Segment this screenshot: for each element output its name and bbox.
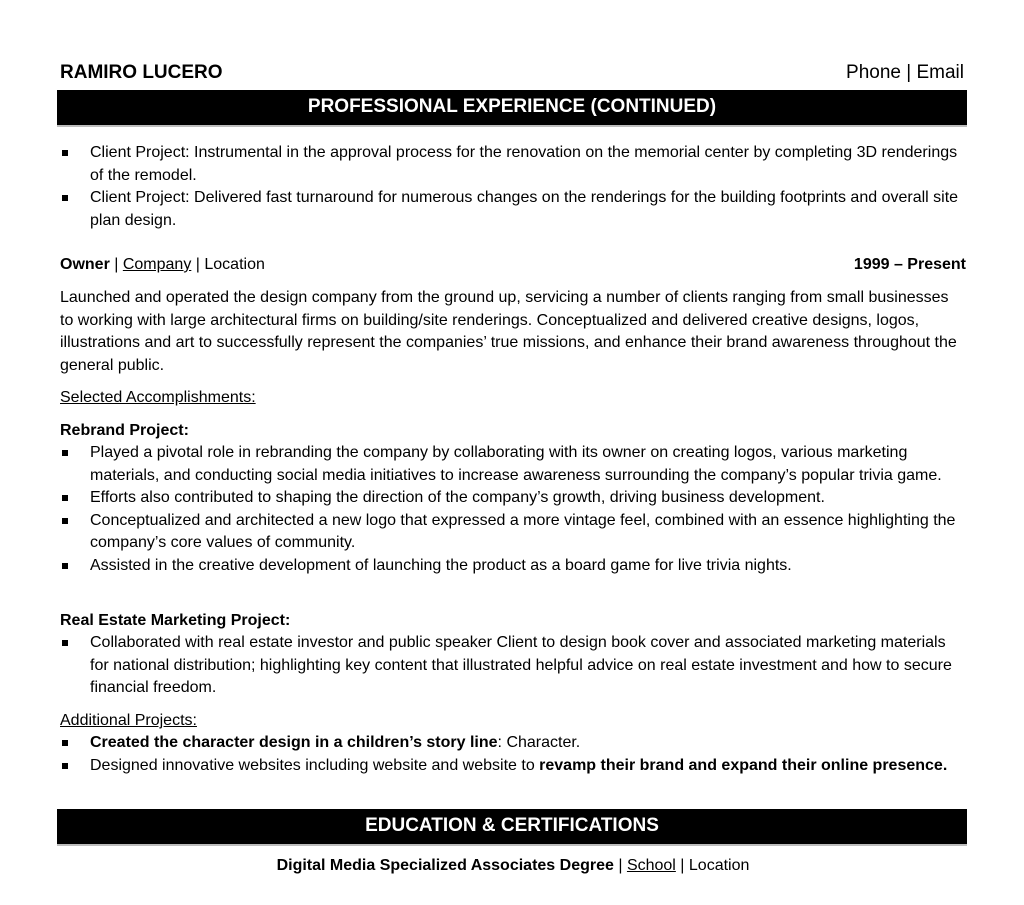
bullet-icon xyxy=(62,495,68,501)
job-summary: Launched and operated the design company from the ground up, servicing a number of clients ranging from small businesses to working with large architectural firms on building/site renderings. Conceptualized and delivered creative designs, logos, illustrations and art to successfully represent the companies’ true missions, and enhance their brand awareness throughout the general public. xyxy=(60,289,957,374)
candidate-name: RAMIRO LUCERO xyxy=(60,62,223,83)
list-item: Conceptualized and architected a new logo that expressed a more vintage feel, combined with an essence highlighting the company’s core values of community. xyxy=(60,510,966,555)
company-name: Company xyxy=(122,256,192,273)
list-item: Client Project: Instrumental in the approval process for the renovation on the memorial center by completing 3D renderings of the remodel. xyxy=(60,142,966,187)
list-item: Assisted in the creative development of launching the product as a board game for live trivia nights. xyxy=(60,555,966,578)
resume-header xyxy=(60,61,964,85)
list-item: Client Project: Delivered fast turnaround for numerous changes on the renderings for the building footprints and overall site plan design. xyxy=(60,187,966,232)
job-header: Owner | Company | Location 1999 – Present xyxy=(60,254,966,277)
degree-name: Digital Media Specialized Associates Degree xyxy=(276,857,614,874)
school-name: School xyxy=(626,857,676,874)
bullet-icon xyxy=(62,518,68,524)
section-header-education: EDUCATION & CERTIFICATIONS xyxy=(57,809,967,846)
rebrand-bullets xyxy=(60,442,966,577)
realestate-bullets xyxy=(60,632,966,700)
list-item: Created the character design in a children’s story line: Character. xyxy=(60,732,966,755)
rebrand-heading: Rebrand Project: xyxy=(60,422,189,439)
accomplishments-heading: Selected Accomplishments: xyxy=(60,389,256,406)
bullet-icon xyxy=(62,740,68,746)
additional-projects-heading: Additional Projects: xyxy=(60,712,197,729)
job-dates: 1999 – Present xyxy=(853,256,966,273)
previous-job-bullets xyxy=(60,142,966,232)
contact-info: Phone | Email xyxy=(846,62,964,83)
bullet-icon xyxy=(62,640,68,646)
realestate-heading: Real Estate Marketing Project: xyxy=(60,612,291,629)
bullet-icon xyxy=(62,150,68,156)
list-item: Efforts also contributed to shaping the direction of the company’s growth, driving business development. xyxy=(60,487,966,510)
bullet-icon xyxy=(62,195,68,201)
list-item: Collaborated with real estate investor and public speaker Client to design book cover and associated marketing materials for national distribution; highlighting key content that illustrated helpful advice on real estate investment and how to secure financial freedom. xyxy=(60,632,966,700)
list-item: Designed innovative websites including website and website to revamp their brand and expand their online presence. xyxy=(60,755,966,778)
job-location: Location xyxy=(204,256,265,273)
section-header-experience: PROFESSIONAL EXPERIENCE (CONTINUED) xyxy=(57,90,967,127)
bullet-icon xyxy=(62,563,68,569)
job-title: Owner xyxy=(60,256,110,273)
bullet-icon xyxy=(62,763,68,769)
additional-bullets xyxy=(60,732,966,777)
list-item: Played a pivotal role in rebranding the company by collaborating with its owner on creating logos, various marketing materials, and conducting social media initiatives to increase awareness surrounding the company’s popular trivia game. xyxy=(60,442,966,487)
education-entry: Digital Media Specialized Associates Degree | School | Location xyxy=(276,857,750,874)
school-location: Location xyxy=(688,857,750,874)
bullet-icon xyxy=(62,450,68,456)
